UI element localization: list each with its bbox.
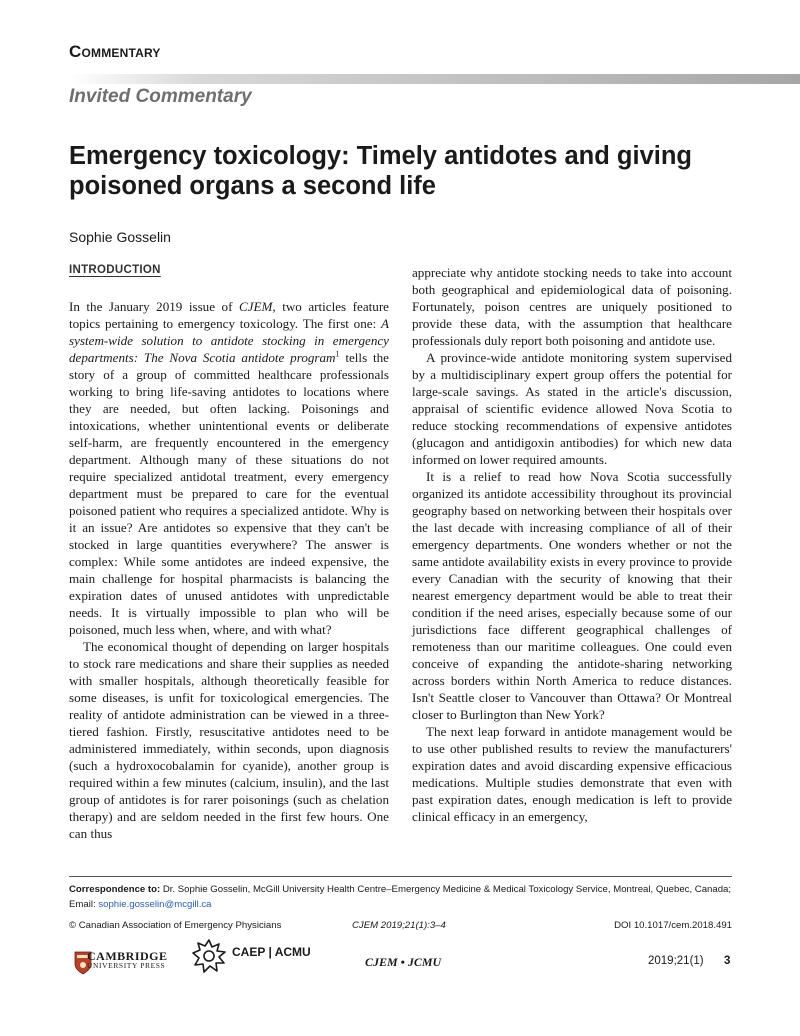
introduction-heading: INTRODUCTION	[69, 264, 161, 276]
paragraph: The economical thought of depending on larger hospitals to stock rare medications and share their supplies as needed with smaller hospitals, although theoretically feasible for some diseases, is unfit for toxicological emergencies. The reality of antidote administration can be viewed in a three-tiered fashion. Firstly, resuscitative antidotes need to be administered immediately, within seconds, upon diagnosis (such a hydroxocobalamin for cyanide), another group is required within a few minutes (calcium, insulin), and the last group of antidotes is for rarer poisonings (such as chelation therapy) and are seldom needed in the first few hours. One can thus	[69, 639, 389, 841]
paragraph: appreciate why antidote stocking needs to take into account both geographical and epidemiological data of poisoning. Fortunately, poison centres are uniquely positioned to provide these data, with the assumption that healthcare professionals duly report both poisoning and antidote use.	[412, 265, 732, 348]
issue-footer: 2019;21(1)	[648, 955, 704, 967]
cambridge-logo: CAMBRIDGE UNIVERSITY PRESS	[87, 949, 168, 970]
doi-link[interactable]: DOI 10.1017/cem.2018.491	[614, 920, 732, 931]
section-label: Commentary	[69, 42, 161, 61]
citation: CJEM 2019;21(1):3–4	[352, 920, 446, 931]
paragraph: In the January 2019 issue of CJEM, two articles feature topics pertaining to emergency toxicology. The first one: A system-wide solution to antidote stocking in emergency departments: The Nova Scotia antidote program$^1$ tells the story of a group of committed healthcare professionals working to bring life-saving antidotes to locations where they are needed, but often lacking. Poisonings and intoxications, whether unintentional events or deliberate self-harm, are frequently encountered in the emergency department. Although many of these situations do not require specialized antidotal treatment, every emergency department must be prepared to care for the eventual poisoned patient who requires a specialized antidote. Why is it an issue? Are antidotes so expensive that they can't be stocked in large quantities everywhere? The answer is complex: While some antidotes are indeed expensive, the main challenge for hospital pharmacists is balancing the expiration dates of unused antidotes with unpredictable needs. It is virtually impossible to plan who will be poisoned, much less when, where, and with what?	[69, 299, 389, 637]
paragraph: A province-wide antidote monitoring system supervised by a multidisciplinary expert group offers the potential for large-scale savings. As stated in the article's discussion, appraisal of scientific evidence allowed Nova Scotia to reduce stocking recommendations of expensive antidotes (glucagon and antidigoxin antibodies) for which new data informed on lower required amounts.	[412, 350, 732, 467]
journal-name: CJEM	[238, 299, 273, 314]
paragraph: It is a relief to read how Nova Scotia successfully organized its antidote accessibility throughout its provincial geography based on networking between their hospitals over the last decade with increasing compliance of all of their emergency departments. One wonders whether or not the same antidote availability exists in every province to provide every Canadian with the security of knowing that their nearest emergency department would be able to treat their condition if the need arises, especially because some of our jurisdictions face different geographical challenges of remoteness than our maritime colleagues. One could even conceive of expanding the antidote-sharing networking across borders within North America to reduce distances. Isn't Seattle closer to Vancouver than Ottawa? Or Montreal closer to Burlington than New York?	[412, 469, 732, 722]
caep-acmu-wordmark: CAEP | ACMU	[232, 945, 311, 959]
journal-footer: CJEM • JCMU	[365, 955, 442, 969]
email-link[interactable]: sophie.gosselin@mcgill.ca	[98, 899, 212, 910]
page-number: 3	[724, 955, 731, 967]
caep-logo-icon	[191, 938, 227, 974]
footer-rule	[69, 876, 732, 877]
header-rule	[69, 74, 800, 84]
article-title: Emergency toxicology: Timely antidotes and giving poisoned organs a second life	[69, 142, 692, 200]
author-name[interactable]: Sophie Gosselin	[69, 229, 171, 245]
article-type-kicker: Invited Commentary	[69, 86, 252, 107]
left-column	[69, 262, 389, 842]
correspondence-note: Correspondence to: Dr. Sophie Gosselin, McGill University Health Centre–Emergency Medicine & Medical Toxicology Service, Montreal, Quebec, Canada; Email: sophie.gosselin@mcgill.ca	[69, 884, 732, 910]
reference-link[interactable]: 1	[335, 349, 340, 359]
paragraph: The next leap forward in antidote management would be to use other published results to review the manufacturers' expiration dates and avoid discarding expensive efficacious medications. Multiple studies demonstrate that even with past expiration dates, enough medication is left to provide clinical efficacy in an emergency,	[412, 724, 732, 824]
right-column	[412, 264, 732, 825]
copyright-notice: © Canadian Association of Emergency Physicians	[69, 920, 282, 931]
cited-article-title: A system-wide solution to antidote stocking in emergency departments: The Nova Scotia antidote program	[69, 316, 389, 365]
